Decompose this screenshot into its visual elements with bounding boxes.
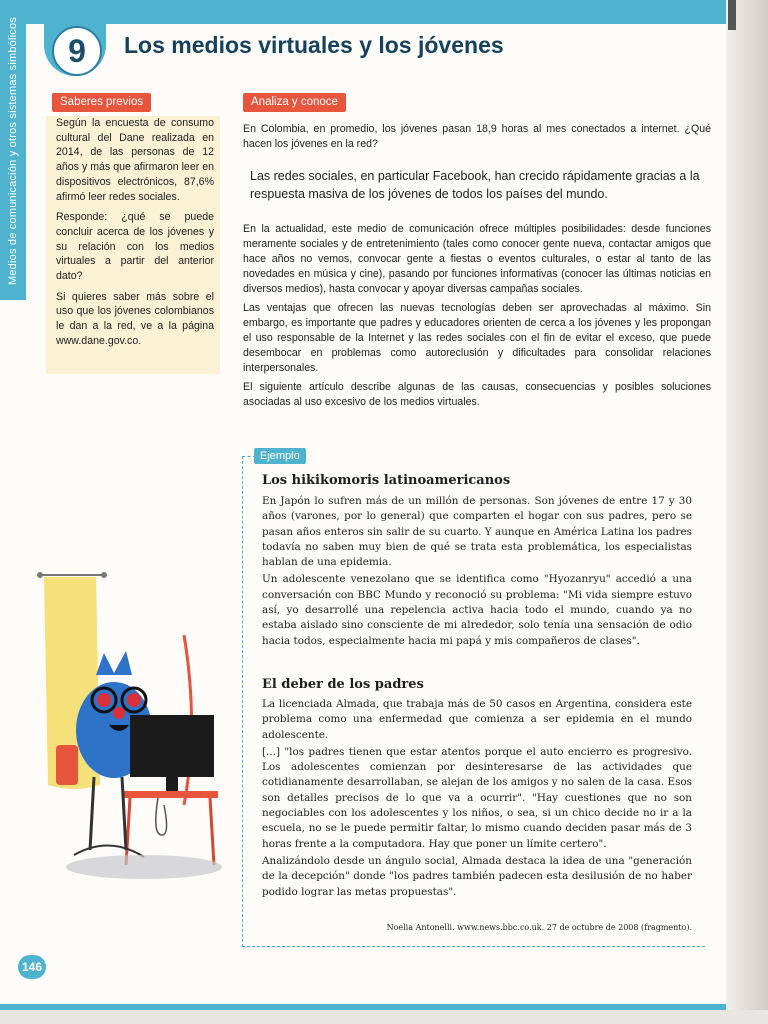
article-section-1 xyxy=(262,494,692,651)
example-tag: Ejemplo xyxy=(254,448,306,464)
sidebar-paragraph: Si quieres saber más sobre el uso que los jóvenes colombianos le dan a la red, ve a la página www.dane.gov.co. xyxy=(56,290,214,347)
sidebar-tag: Saberes previos xyxy=(52,93,151,112)
illustration-creature-at-computer xyxy=(34,565,224,885)
body-paragraph: Las ventajas que ofrecen las nuevas tecnologías deben ser aprovechadas al máximo. Sin embargo, es importante que padres y educadores orienten de cerca a los jóvenes y les propongan el uso responsable de la Internet y las redes sociales con el fin de evitar el exceso, que puede desembocar en problemas como autoreclusión y dificultades para consolidar relaciones interpersonales. xyxy=(243,302,711,374)
article-paragraph: Analizándolo desde un ángulo social, Almada destaca la idea de una "generación de la decepción" donde "los padres también padecen esta desilusión de no haber podido lograr las metas propuestas". xyxy=(262,854,692,898)
top-color-band xyxy=(0,0,726,24)
intro-paragraph xyxy=(243,122,711,156)
article-paragraph: [...] "los padres tienen que estar atentos porque el auto encierro es progresivo. Los adolescentes comienzan por desinteresarse de las actividades que cotidianamente desarrollaban, se alejan de los amigos y no salen de la casa. Esos son detalles precisos de lo que va a ocurrir". "Hay cuestiones que no son negociables con los adolescentes y los niños, o sea, si un chico decide no ir a la escuela, no se le puede permitir faltar, lo mismo cuando deciden pasar más de 3 horas frente a la computadora. Hay que poner un límite certero". xyxy=(262,745,692,850)
sidebar-box xyxy=(46,116,220,374)
page-title: Los medios virtuales y los jóvenes xyxy=(124,32,504,58)
side-tab-label: Medios de comunicación y otros sistemas simbólicos xyxy=(7,17,19,285)
article-heading-1: Los hikikomoris latinoamericanos xyxy=(262,473,511,488)
article-heading-2: El deber de los padres xyxy=(262,677,424,692)
page-binding-shadow xyxy=(726,0,768,1024)
sidebar-paragraph: Según la encuesta de consumo cultural del Dane realizada en 2014, de las personas de 12 años y más que afirmaron leer en dispositivos electrónicos, 87,6% afirmó leer redes sociales. xyxy=(56,117,214,203)
article-section-2 xyxy=(262,697,692,902)
page-binding-edge xyxy=(728,0,736,30)
page-number: 146 xyxy=(18,955,46,979)
chapter-number: 9 xyxy=(52,26,102,76)
sidebar-paragraph: Responde: ¿qué se puede concluir acerca de los jóvenes y su relación con los medios virtuales a partir del anterior dato? xyxy=(56,211,214,283)
article-paragraph: La licenciada Almada, que trabaja más de 50 casos en Argentina, considera este problema como una enfermedad que comienza a ser epidemia en el mundo adolescente. xyxy=(262,698,692,741)
main-tag: Analiza y conoce xyxy=(243,93,346,112)
intro-text: En Colombia, en promedio, los jóvenes pasan 18,9 horas al mes conectados a internet. ¿Qué hacen los jóvenes en la red? xyxy=(243,123,711,150)
body-paragraph: El siguiente artículo describe algunas de las causas, consecuencias y posibles soluciones asociadas al uso excesivo de los medios virtuales. xyxy=(243,381,711,408)
page-bottom-edge xyxy=(0,1010,768,1024)
article-paragraph: En Japón lo sufren más de un millón de personas. Son jóvenes de entre 17 y 30 años (varones, por lo general) que comparten el hogar con sus padres, pero se pasan años enteros sin salir de su cuarto. Y aunque en América Latina los padres todavía no saben muy bien de qué se trata esta problemática, los especialistas hablan de una epidemia. xyxy=(262,495,692,569)
body-paragraph: En la actualidad, este medio de comunicación ofrece múltiples posibilidades: desde funciones meramente sociales y de entretenimiento (tales como conocer gente nueva, contactar amigos que hace años no vemos, convocar gente a fiestas o eventos culturales, o estar al tanto de las novedades en música y cine), pasando por funciones informativas (conocer las últimas noticias en diversos medios), hasta convocar y apoyar diversas campañas sociales. xyxy=(243,223,711,295)
main-body xyxy=(243,222,711,414)
side-tab xyxy=(0,0,26,300)
article-paragraph: Un adolescente venezolano que se identifica como "Hyozanryu" accedió a una conversación con BBC Mundo y reconoció su problema: "Mi vida siempre estuvo así, yo desarrollé una repelencia activa hacia todo el mundo, cuando ya no estaba aislado sino consciente de mi alrededor, solo tenía una sensación de odio hacia todos, especialmente hacia mi papá y mis compañeros de clases". xyxy=(262,573,692,647)
highlight-quote: Las redes sociales, en particular Facebook, han crecido rápidamente gracias a la respuesta masiva de los jóvenes de todos los países del mundo. xyxy=(250,169,700,201)
article-source: Noelia Antonelli. www.news.bbc.co.uk. 27 de octubre de 2008 (fragmento). xyxy=(386,923,692,932)
